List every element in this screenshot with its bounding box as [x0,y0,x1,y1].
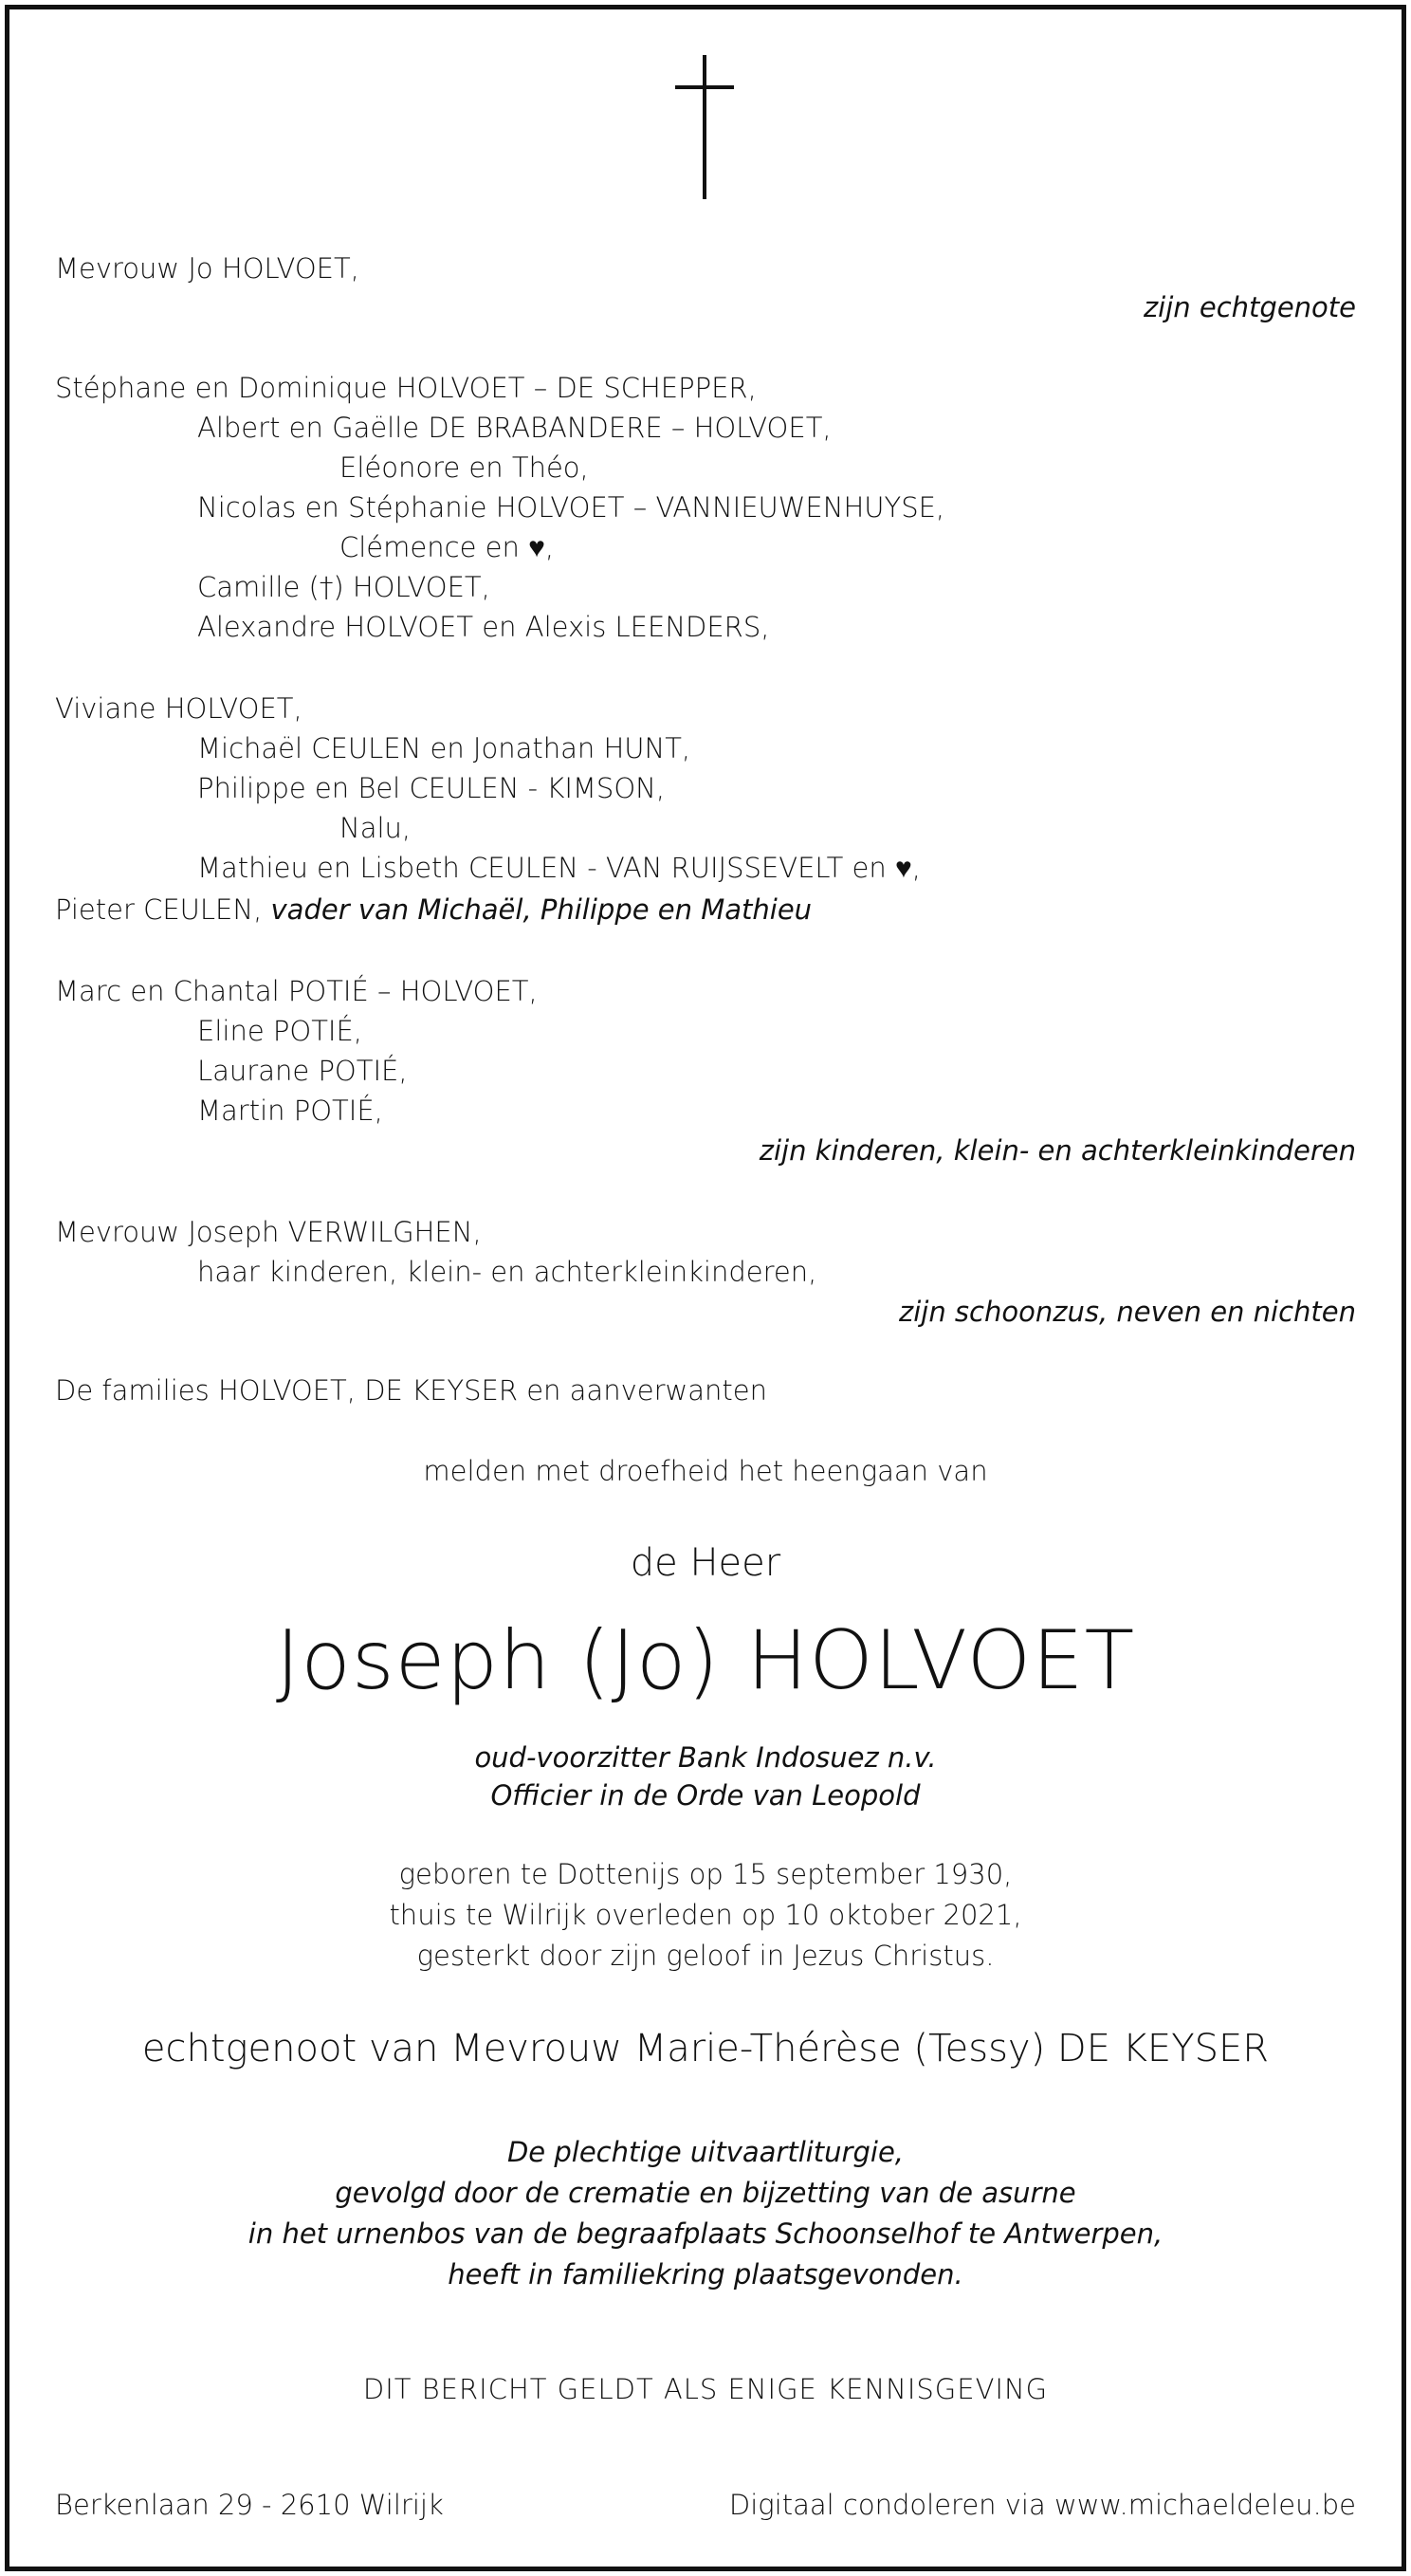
family1-child1: Albert en Gaëlle DE BRABANDERE – HOLVOET, [197,412,832,444]
families-line: De families HOLVOET, DE KEYSER en aanverwanten [55,1374,767,1407]
spouse-of: echtgenoot van Mevrouw Marie-Thérèse (Tessy) DE KEYSER [141,2027,1270,2070]
family3-child1: Eline POTIÉ, [197,1015,362,1047]
family2-father: Pieter CEULEN, vader van Michaël, Philippe en Mathieu [55,893,813,926]
birth-line: geboren te Dottenijs op 15 september 1930, [398,1858,1013,1890]
family2-father-note: vader van Michaël, Philippe en Mathieu [270,893,813,926]
notice-line: DIT BERICHT GELDT ALS ENIGE KENNISGEVING [362,2373,1049,2405]
sister-in-law-role: zijn schoonzus, neven en nichten [899,1296,1356,1328]
deceased-title: de Heer [630,1541,781,1585]
spouse-role: zijn echtgenote [1143,291,1356,323]
family1-child2: Nicolas en Stéphanie HOLVOET – VANNIEUWENHUYSE, [197,491,945,524]
family2-child2: Philippe en Bel CEULEN - KIMSON, [197,772,666,804]
function-2: Officier in de Orde van Leopold [490,1779,921,1812]
death-line: thuis te Wilrijk overleden op 10 oktober 2021, [389,1899,1022,1931]
family3-child3: Martin POTIÉ, [197,1095,383,1127]
sister-in-law: Mevrouw Joseph VERWILGHEN, [55,1216,482,1248]
announcement-intro: melden met droefheid het heengaan van [423,1455,988,1487]
funeral-line-2: gevolgd door de crematie en bijzetting van de asurne [335,2177,1076,2209]
sister-in-law-family: haar kinderen, klein- en achterkleinkinderen, [197,1256,817,1288]
family1-child4: Alexandre HOLVOET en Alexis LEENDERS, [197,611,770,643]
funeral-line-1: De plechtige uitvaartliturgie, [506,2136,905,2168]
deceased-name: Joseph (Jo) HOLVOET [275,1613,1136,1708]
faith-line: gesterkt door zijn geloof in Jezus Christus. [416,1940,995,1972]
heart-icon: ♥ [528,531,545,564]
family3-child2: Laurane POTIÉ, [197,1055,408,1087]
family1-head: Stéphane en Dominique HOLVOET – DE SCHEPPER, [55,372,757,404]
address: Berkenlaan 29 - 2610 Wilrijk [55,2489,444,2521]
family1-grandchildren1: Eléonore en Théo, [339,451,589,484]
funeral-line-3: in het urnenbos van de begraafplaats Schoonselhof te Antwerpen, [247,2217,1164,2250]
spouse-line: Mevrouw Jo HOLVOET, [55,252,359,285]
family3-head: Marc en Chantal POTIÉ – HOLVOET, [55,975,538,1007]
family1-grandchildren2: Clémence en ♥, [339,531,555,564]
family2-child1: Michaël CEULEN en Jonathan HUNT, [197,732,691,764]
children-role: zijn kinderen, klein- en achterkleinkinderen [759,1134,1356,1167]
family2-child3: Mathieu en Lisbeth CEULEN - VAN RUIJSSEVELT en ♥, [197,852,921,885]
family1-child3: Camille (†) HOLVOET, [197,571,490,603]
heart-icon: ♥ [894,852,912,885]
function-1: oud-voorzitter Bank Indosuez n.v. [474,1741,937,1774]
cross-icon [675,55,734,199]
condolence-link[interactable]: Digitaal condoleren via www.michaeldeleu.be [728,2489,1356,2521]
family2-head: Viviane HOLVOET, [55,692,302,725]
funeral-line-4: heeft in familiekring plaatsgevonden. [448,2258,963,2291]
family2-grandchildren2: Nalu, [339,812,412,844]
